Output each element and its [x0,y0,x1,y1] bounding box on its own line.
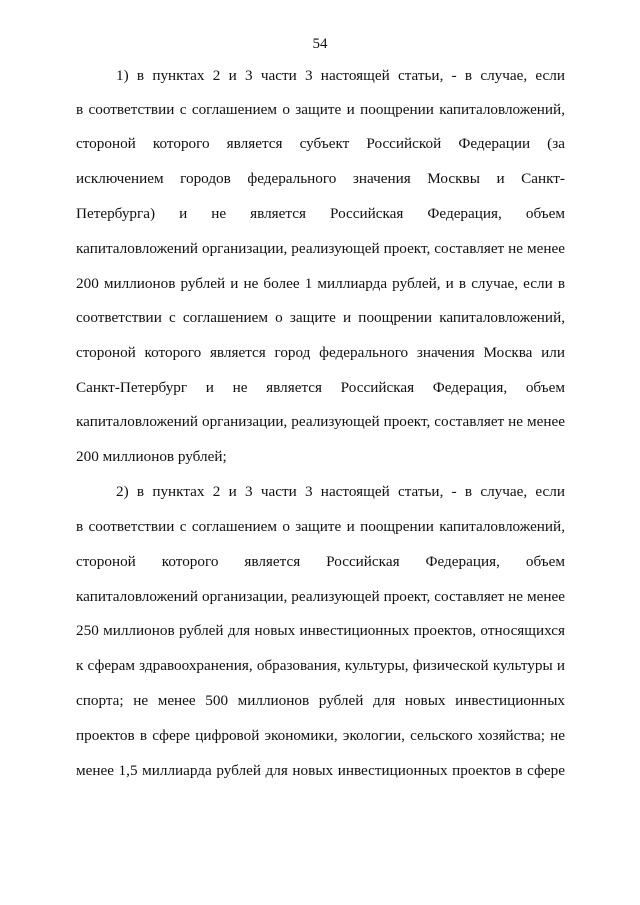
text-line: 1) в пунктах 2 и 3 части 3 настоящей статьи, - в случае, если [116,67,565,84]
text-line: Петербурга) и не является Российская Федерация, объем [76,205,565,222]
text-line: 250 миллионов рублей для новых инвестиционных проектов, относящихся [76,622,565,639]
text-line: соответствии с соглашением о защите и поощрении капиталовложений, [76,309,565,326]
text-line: в соответствии с соглашением о защите и поощрении капиталовложений, [76,518,565,535]
text-line: 200 миллионов рублей; [76,448,227,465]
text-line: 200 миллионов рублей и не более 1 миллиарда рублей, и в случае, если в [76,275,565,292]
text-line: к сферам здравоохранения, образования, культуры, физической культуры и [76,657,565,674]
text-line: капиталовложений организации, реализующей проект, составляет не менее [76,413,565,430]
text-line: стороной которого является город федерального значения Москва или [76,344,565,361]
page-number: 54 [312,36,328,52]
text-line: Санкт-Петербург и не является Российская Федерация, объем [76,379,565,396]
text-line: спорта; не менее 500 миллионов рублей для новых инвестиционных [76,692,565,709]
text-line: стороной которого является субъект Российской Федерации (за [76,135,565,152]
text-line: проектов в сфере цифровой экономики, экологии, сельского хозяйства; не [76,727,565,744]
text-line: капиталовложений организации, реализующей проект, составляет не менее [76,240,565,257]
text-line: исключением городов федерального значения Москвы и Санкт- [76,170,565,187]
text-line: стороной которого является Российская Федерация, объем [76,553,565,570]
text-line: 2) в пунктах 2 и 3 части 3 настоящей статьи, - в случае, если [116,483,565,500]
text-line: в соответствии с соглашением о защите и поощрении капиталовложений, [76,101,565,118]
text-line: менее 1,5 миллиарда рублей для новых инвестиционных проектов в сфере [76,762,565,779]
text-line: капиталовложений организации, реализующей проект, составляет не менее [76,588,565,605]
